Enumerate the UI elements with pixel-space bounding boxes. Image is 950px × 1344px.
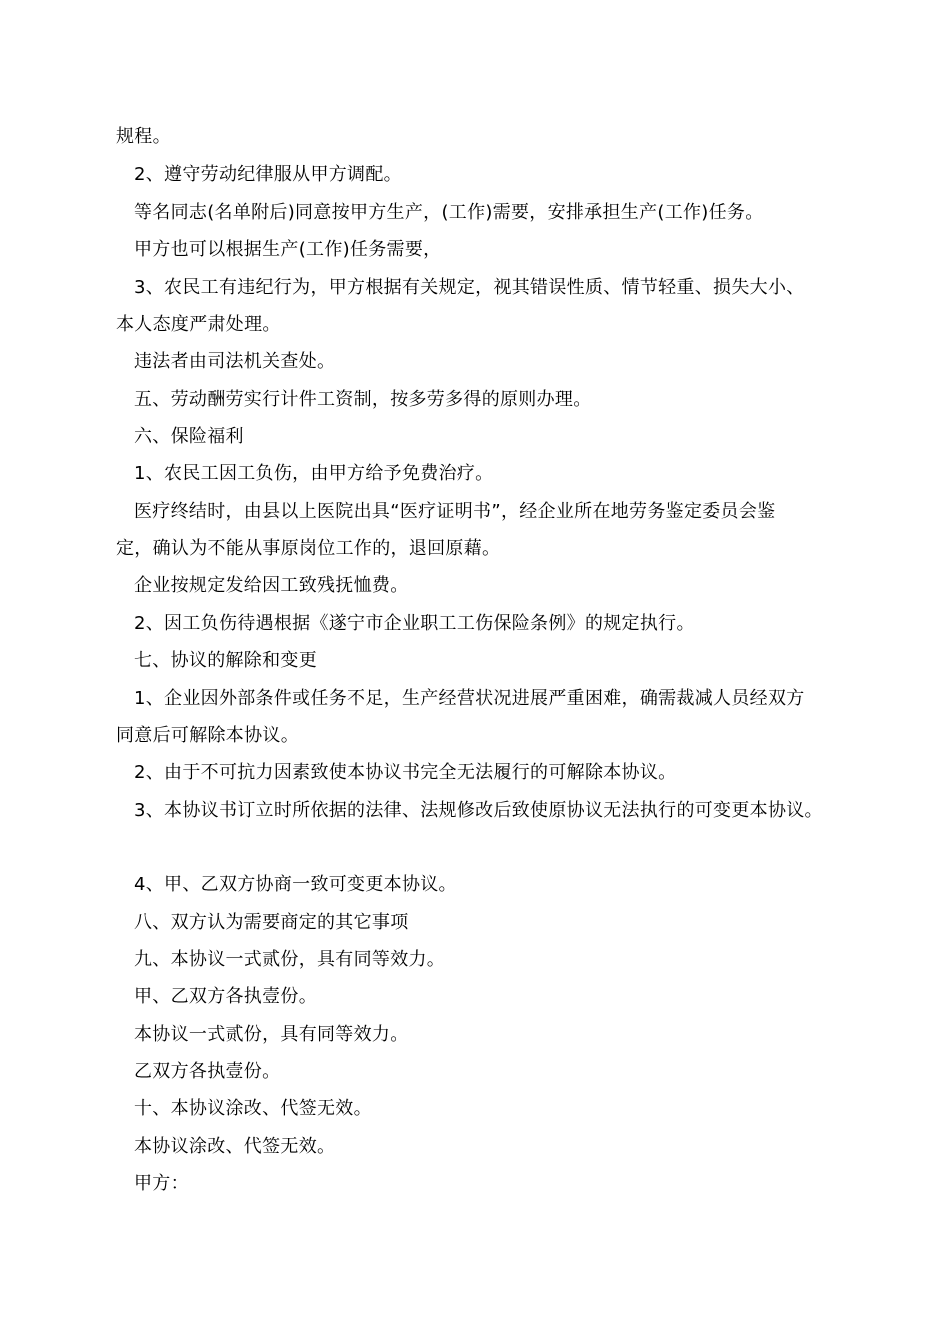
text-line: 甲方： [134, 1173, 189, 1194]
text-line: 1、企业因外部条件或任务不足，生产经营状况进展严重困难，确需裁减人员经双方 [134, 688, 805, 709]
text-line: 同意后可解除本协议。 [116, 725, 299, 746]
text-line: 规程。 [116, 126, 171, 147]
text-line: 4、甲、乙双方协商一致可变更本协议。 [134, 874, 457, 895]
text-line: 定，确认为不能从事原岗位工作的，退回原藉。 [116, 538, 501, 559]
text-line: 八、双方认为需要商定的其它事项 [134, 912, 409, 933]
text-line: 本协议一式贰份，具有同等效力。 [134, 1024, 409, 1045]
text-line: 3、农民工有违纪行为，甲方根据有关规定，视其错误性质、情节轻重、损失大小、 [134, 277, 805, 298]
text-line: 医疗终结时，由县以上医院出具“医疗证明书”，经企业所在地劳务鉴定委员会鉴 [134, 501, 776, 522]
text-line: 3、本协议书订立时所依据的法律、法规修改后致使原协议无法执行的可变更本协议。 [134, 800, 823, 821]
text-line: 2、因工负伤待遇根据《遂宁市企业职工工伤保险条例》的规定执行。 [134, 613, 695, 634]
text-line: 等名同志(名单附后)同意按甲方生产，(工作)需要，安排承担生产(工作)任务。 [134, 202, 764, 223]
text-line: 九、本协议一式贰份，具有同等效力。 [134, 949, 446, 970]
text-line: 甲、乙双方各执壹份。 [134, 986, 317, 1007]
text-line: 五、劳动酬劳实行计件工资制，按多劳多得的原则办理。 [134, 389, 592, 410]
text-line: 企业按规定发给因工致残抚恤费。 [134, 575, 409, 596]
text-line: 乙双方各执壹份。 [134, 1061, 281, 1082]
text-line: 本人态度严肃处理。 [116, 314, 281, 335]
text-line: 2、遵守劳动纪律服从甲方调配。 [134, 164, 402, 185]
text-line: 七、协议的解除和变更 [134, 650, 317, 671]
text-line: 本协议涂改、代签无效。 [134, 1136, 336, 1157]
text-line: 十、本协议涂改、代签无效。 [134, 1098, 372, 1119]
text-line: 1、农民工因工负伤，由甲方给予免费治疗。 [134, 463, 494, 484]
text-line: 违法者由司法机关查处。 [134, 351, 336, 372]
text-line: 2、由于不可抗力因素致使本协议书完全无法履行的可解除本协议。 [134, 762, 677, 783]
text-line: 甲方也可以根据生产(工作)任务需要， [134, 239, 442, 260]
text-line: 六、保险福利 [134, 426, 244, 447]
